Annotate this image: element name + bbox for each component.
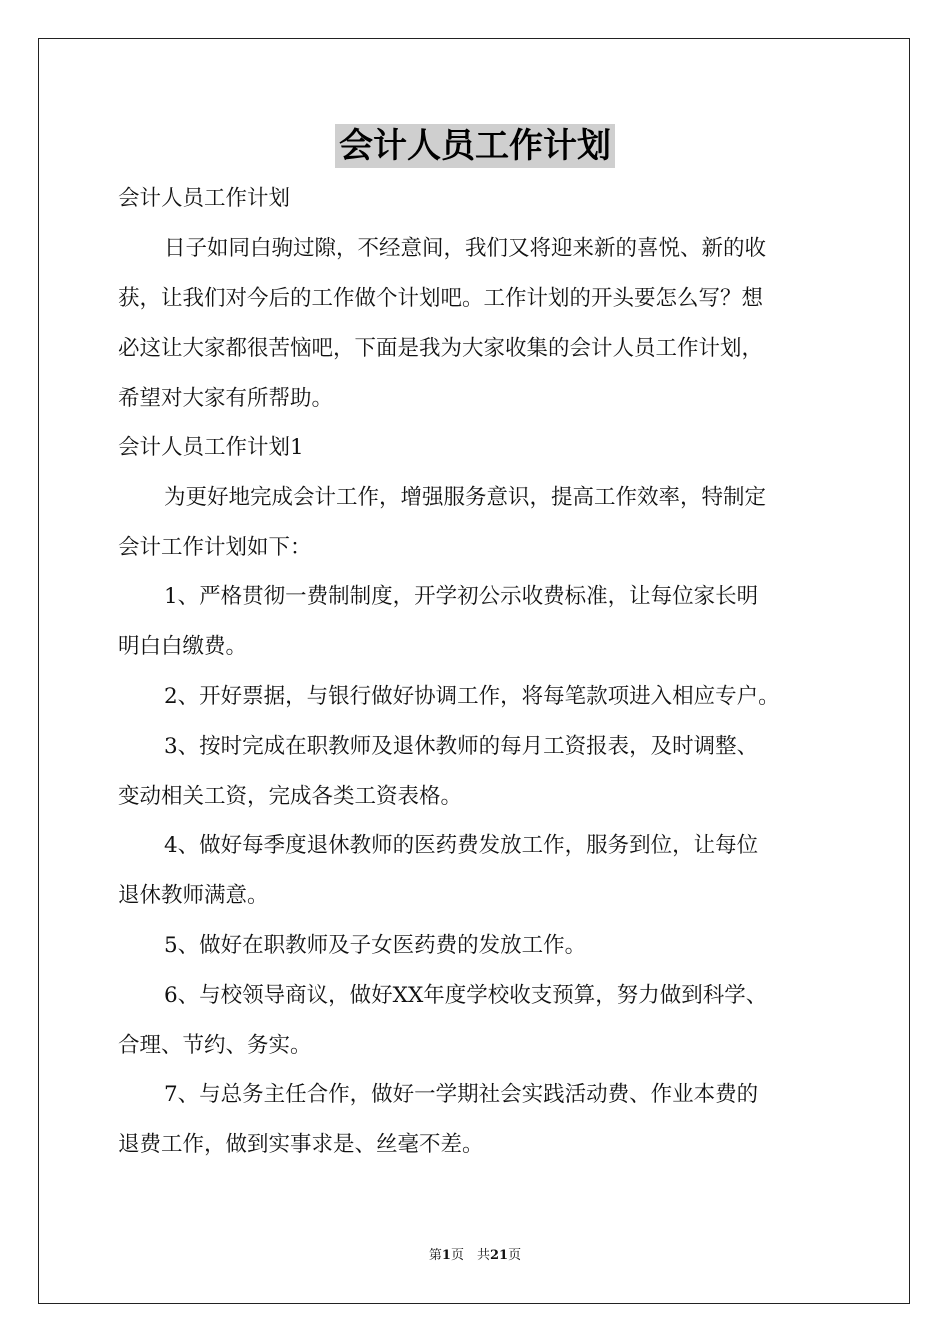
paragraph-line: 会计工作计划如下： — [118, 535, 312, 560]
list-item-line: 2、开好票据，与银行做好协调工作，将每笔款项进入相应专户。 — [164, 684, 780, 709]
list-item-line: 退费工作，做到实事求是、丝毫不差。 — [118, 1132, 484, 1157]
list-item-line: 明白白缴费。 — [118, 634, 248, 659]
paragraph-line: 获，让我们对今后的工作做个计划吧。工作计划的开头要怎么写？想 — [118, 286, 764, 311]
paragraph-line: 日子如同白驹过隙，不经意间，我们又将迎来新的喜悦、新的收 — [164, 236, 767, 261]
list-item-line: 7、与总务主任合作，做好一学期社会实践活动费、作业本费的 — [164, 1082, 759, 1107]
page-border — [38, 38, 910, 1304]
paragraph-line: 希望对大家有所帮助。 — [118, 386, 334, 411]
list-item-line: 退休教师满意。 — [118, 883, 269, 908]
list-item-line: 合理、节约、务实。 — [118, 1033, 312, 1058]
document-title-wrap — [0, 124, 950, 168]
footer-suffix: 页 — [508, 1248, 522, 1263]
page-footer — [0, 1244, 950, 1263]
paragraph-line: 为更好地完成会计工作，增强服务意识，提高工作效率，特制定 — [164, 485, 767, 510]
list-item-line: 4、做好每季度退休教师的医药费发放工作，服务到位，让每位 — [164, 833, 759, 858]
section-heading: 会计人员工作计划1 — [118, 435, 304, 460]
paragraph-line: 必这让大家都很苦恼吧，下面是我为大家收集的会计人员工作计划， — [118, 336, 764, 361]
footer-current-page: 1 — [441, 1248, 451, 1263]
subtitle-line: 会计人员工作计划 — [118, 186, 291, 211]
list-item-line: 6、与校领导商议，做好XX年度学校收支预算，努力做到科学、 — [164, 983, 768, 1008]
list-item-line: 5、做好在职教师及子女医药费的发放工作。 — [164, 933, 587, 958]
list-item-line: 1、严格贯彻一费制制度，开学初公示收费标准，让每位家长明 — [164, 584, 759, 609]
footer-mid: 页 共 — [450, 1248, 490, 1263]
list-item-line: 3、按时完成在职教师及退休教师的每月工资报表，及时调整、 — [164, 734, 759, 759]
footer-prefix: 第 — [428, 1248, 442, 1263]
list-item-line: 变动相关工资，完成各类工资表格。 — [118, 784, 463, 809]
footer-total-pages: 21 — [489, 1248, 509, 1263]
document-title: 会计人员工作计划 — [335, 124, 615, 168]
